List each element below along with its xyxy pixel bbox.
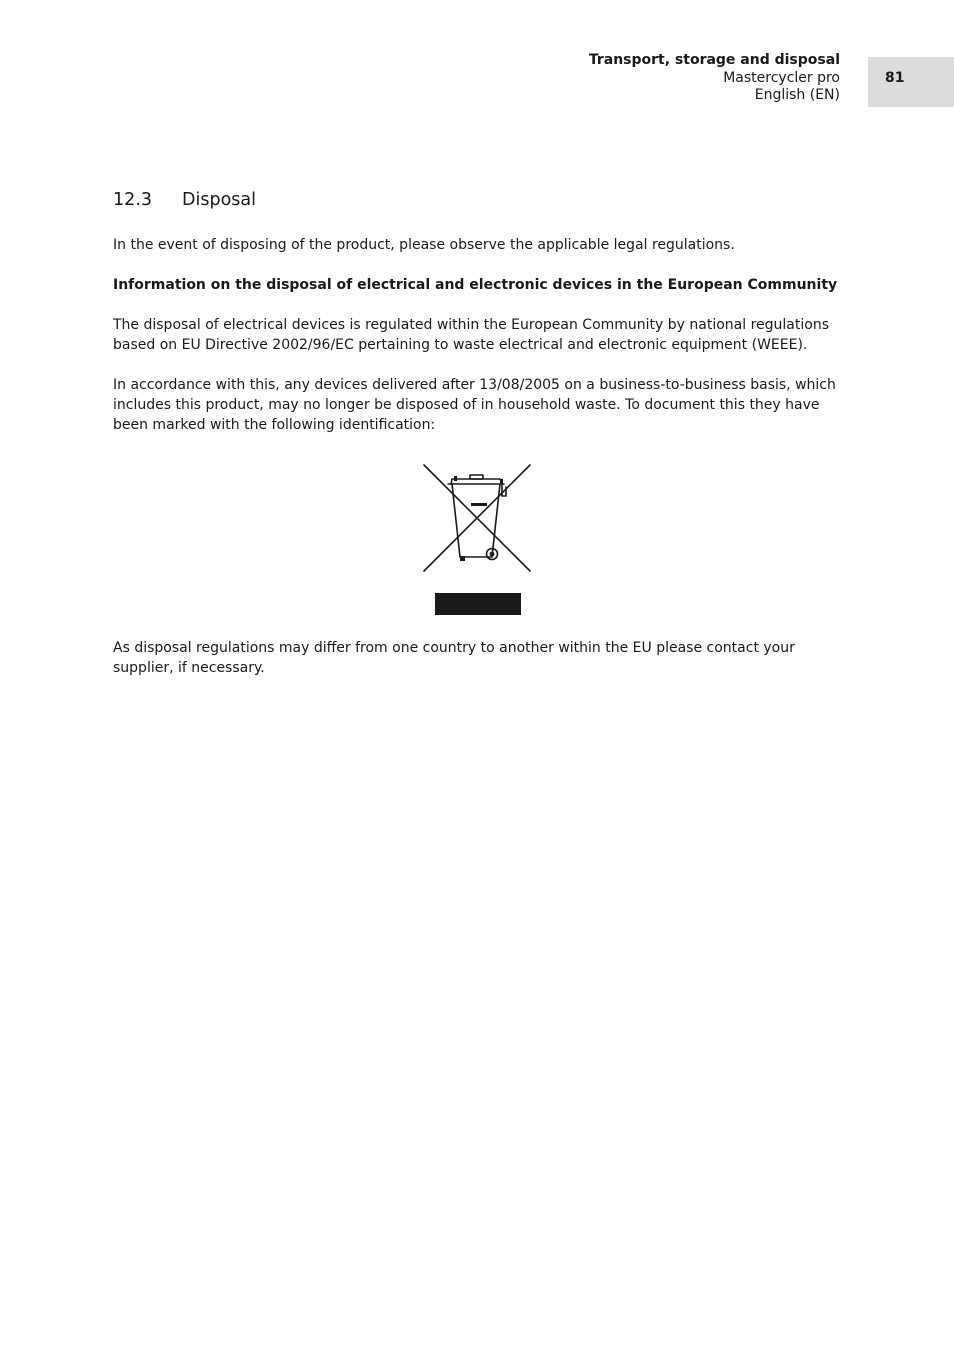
product-name: Mastercycler pro (723, 69, 840, 86)
eu-info-heading (113, 275, 848, 295)
marking-paragraph (113, 375, 848, 435)
directive-paragraph (113, 315, 848, 355)
section-title: Disposal (182, 190, 256, 210)
intro-text: In the event of disposing of the product, please observe the applicable legal regulations. (113, 237, 735, 253)
page-number: 81 (885, 70, 905, 86)
marking-text: In accordance with this, any devices delivered after 13/08/2005 on a business-to-business basis, which includes this product, may no longer be disposed of in household waste. To document this they have been marked with the following identification: (113, 377, 836, 433)
contact-text: As disposal regulations may differ from one country to another within the EU please contact your supplier, if necessary. (113, 640, 795, 676)
weee-black-bar (435, 593, 521, 615)
chapter-title: Transport, storage and disposal (588, 52, 840, 68)
contact-paragraph (113, 638, 848, 678)
document-language: English (EN) (754, 87, 840, 103)
eu-info-heading-text: Information on the disposal of electrical and electronic devices in the European Community (113, 277, 838, 293)
page-number-tab (868, 57, 954, 107)
section-heading (113, 190, 256, 210)
section-number: 12.3 (113, 190, 152, 210)
crossed-out-wheelie-bin-icon (422, 463, 532, 573)
intro-paragraph (113, 235, 848, 255)
running-header (589, 52, 840, 105)
directive-text: The disposal of electrical devices is regulated within the European Community by national regulations based on EU Directive 2002/96/EC pertaining to waste electrical and electronic equipment (WEEE). (113, 317, 829, 353)
